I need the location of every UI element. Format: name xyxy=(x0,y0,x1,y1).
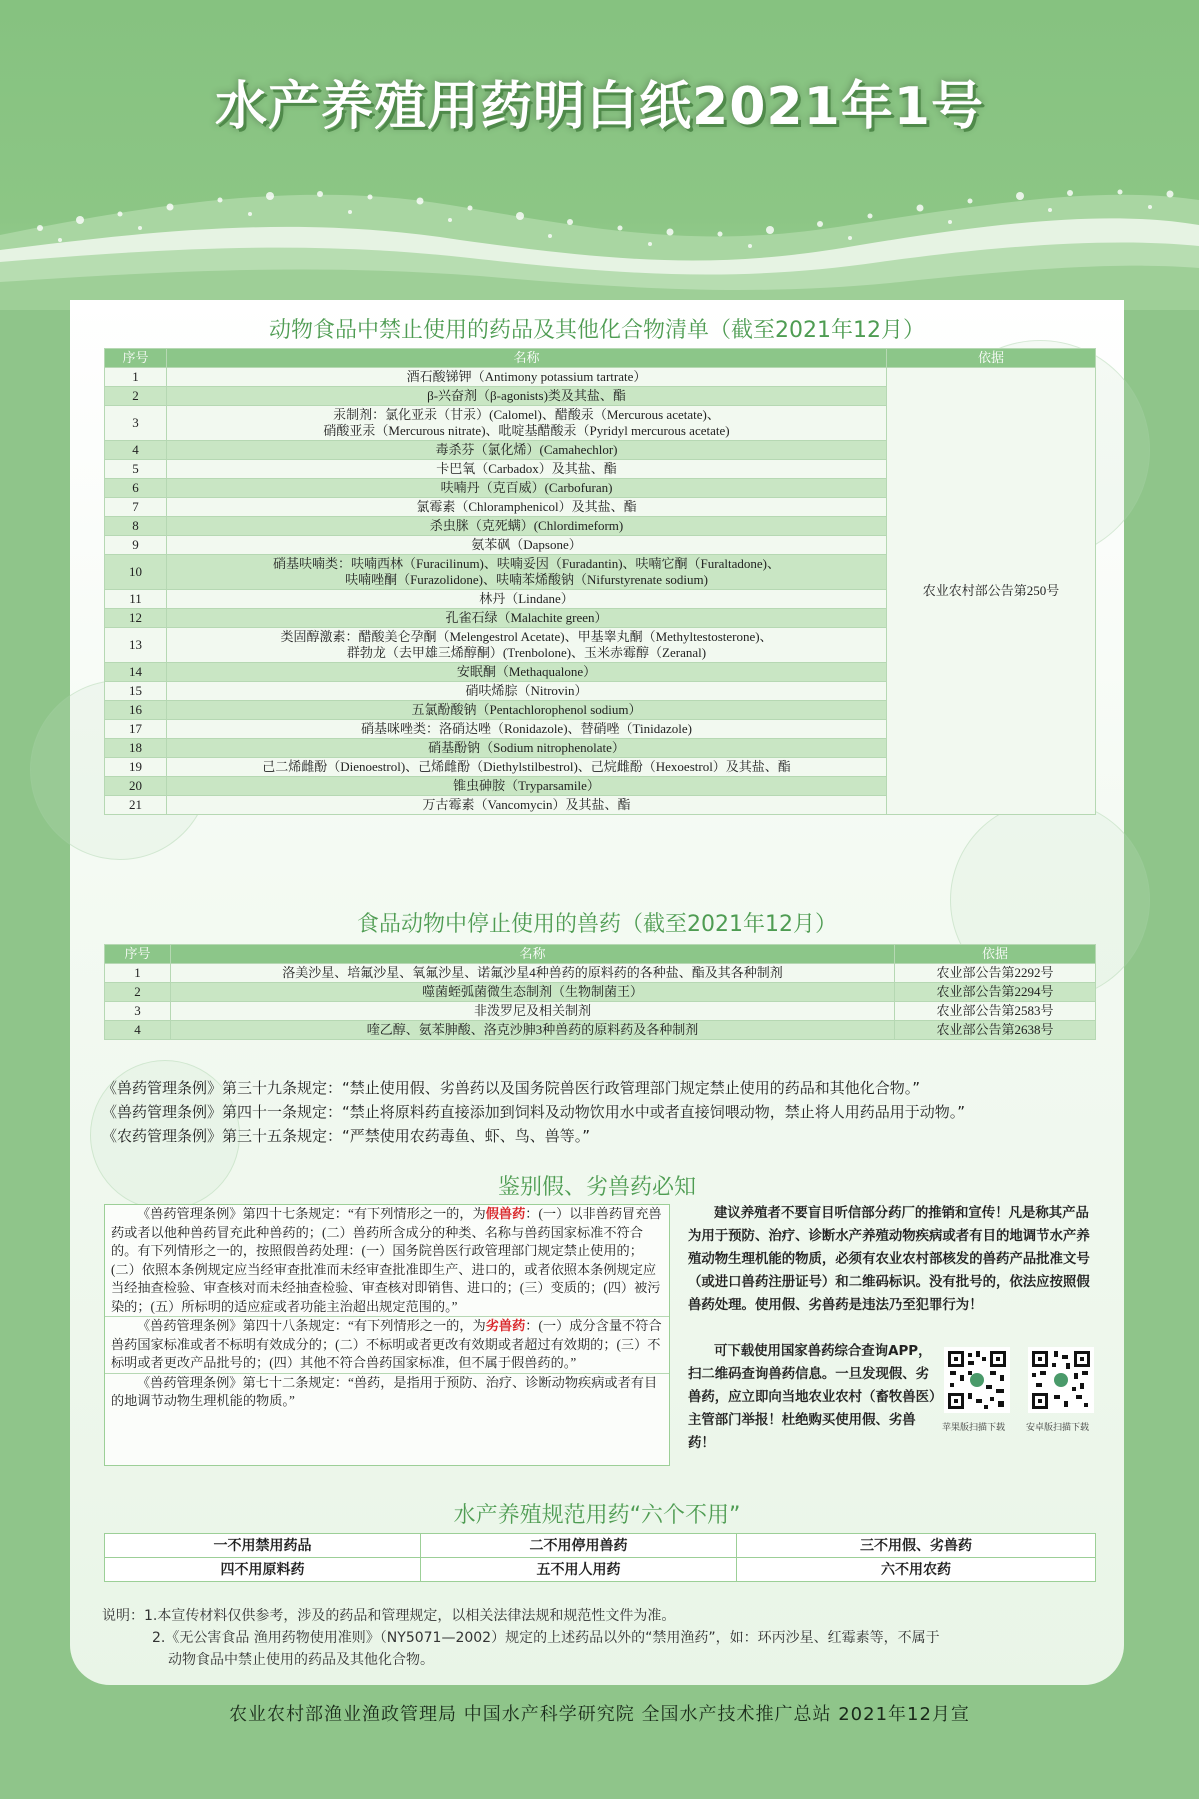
row-number: 1 xyxy=(105,368,167,387)
row-number: 4 xyxy=(105,1021,171,1040)
basis-cell: 农业农村部公告第250号 xyxy=(887,368,1096,815)
table-row xyxy=(105,368,1096,387)
drug-name: 硝基呋喃类：呋喃西林（Furacilinum)、呋喃妥因（Furadantin)、呋喃它酮（Furaltadone)、 呋喃唑酮（Furazolidone)、呋喃苯烯酸钠（Nifurstyrenate sodium) xyxy=(167,555,887,590)
col-header-name: 名称 xyxy=(167,349,887,368)
section3-heading: 鉴别假、劣兽药必知 xyxy=(497,1175,696,1200)
row-number: 20 xyxy=(105,777,167,796)
note-line: 说明：1.本宣传材料仅供参考，涉及的药品和管理规定，以相关法律法规和规范性文件为准。 xyxy=(102,1608,676,1624)
stopped-drugs-table xyxy=(104,944,1096,1040)
row-number: 6 xyxy=(105,479,167,498)
col-header-no: 序号 xyxy=(105,945,171,964)
drug-name: 锥虫砷胺（Tryparsamile） xyxy=(167,777,887,796)
regulation-box xyxy=(104,1204,670,1466)
drug-name: β-兴奋剂（β-agonists)类及其盐、酯 xyxy=(167,387,887,406)
rule-item: 六不用农药 xyxy=(737,1558,1096,1582)
row-number: 3 xyxy=(105,406,167,441)
row-number: 17 xyxy=(105,720,167,739)
drug-name: 孔雀石绿（Malachite green） xyxy=(167,609,887,628)
row-number: 10 xyxy=(105,555,167,590)
drug-name: 类固醇激素：醋酸美仑孕酮（Melengestrol Acetate)、甲基睾丸酮（Methyltestosterone)、 群勃龙（去甲雄三烯醇酮）(Trenbolone)、玉米赤霉醇（Zeranal) xyxy=(167,628,887,663)
advice-text: 建议养殖者不要盲目听信部分药厂的推销和宣传！凡是称其产品为用于预防、治疗、诊断水产养殖动物疾病或者有目的地调节水产养殖动物生理机能的物质，必须有农业农村部核发的兽药产品批准文号（或进口兽药注册证号）和二维码标识。没有批号的，依法应按照假兽药处理。使用假、劣兽药是违法乃至犯罪行为！ xyxy=(688,1206,1090,1313)
qr-caption-android: 安卓版扫描下载 xyxy=(1026,1423,1090,1433)
section4-heading: 水产养殖规范用药“六个不用” xyxy=(453,1503,741,1528)
drug-name: 己二烯雌酚（Dienoestrol)、己烯雌酚（Diethylstilbestrol)、己烷雌酚（Hexoestrol）及其盐、酯 xyxy=(167,758,887,777)
notes xyxy=(102,1605,940,1671)
table-row xyxy=(105,964,1096,983)
qr-code-android[interactable] xyxy=(1028,1347,1094,1413)
drug-name: 汞制剂：氯化亚汞（甘汞）(Calomel)、醋酸汞（Mercurous acetate)、 硝酸亚汞（Mercurous nitrate)、吡啶基醋酸汞（Pyridyl mercurous acetate) xyxy=(167,406,887,441)
footer-issuers: 农业农村部渔业渔政管理局 中国水产科学研究院 全国水产技术推广总站 2021年12月宣 xyxy=(229,1704,970,1725)
fake-drug-clause: 《兽药管理条例》第四十七条规定：“有下列情形之一的，为假兽药：(一）以非兽药冒充兽药或者以他种兽药冒充此种兽药的；(二）兽药所含成分的种类、名称与兽药国家标准不符合的。有下列情形之一的，按照假兽药处理：(一）国务院兽医行政管理部门规定禁止使用的；(二）依照本条例规定应当经审查批准而未经审查批准即生产、进口的，或者依照本条例规定应当经抽查检验、审查核对而未经抽查检验、审查核对即销售、进口的；(三）变质的；(四）被污染的；(五）所标明的适应症或者功能主治超出规定范围的。” xyxy=(111,1206,662,1314)
basis-cell: 农业部公告第2294号 xyxy=(895,983,1096,1002)
qr-caption-ios: 苹果版扫描下载 xyxy=(942,1423,1006,1433)
note-line: 动物食品中禁止使用的药品及其他化合物。 xyxy=(168,1652,434,1668)
row-number: 19 xyxy=(105,758,167,777)
drug-name: 硝基咪唑类：洛硝达唑（Ronidazole)、替硝唑（Tinidazole) xyxy=(167,720,887,739)
row-number: 18 xyxy=(105,739,167,758)
drug-name: 喹乙醇、氨苯胂酸、洛克沙胂3种兽药的原料药及各种制剂 xyxy=(171,1021,895,1040)
row-number: 12 xyxy=(105,609,167,628)
rule-item: 二不用停用兽药 xyxy=(421,1534,737,1558)
row-number: 11 xyxy=(105,590,167,609)
table-row xyxy=(105,1002,1096,1021)
drug-name: 噬菌蛭弧菌微生态制剂（生物制菌王） xyxy=(171,983,895,1002)
col-header-basis: 依据 xyxy=(887,349,1096,368)
col-header-basis: 依据 xyxy=(895,945,1096,964)
drug-name: 硝基酚钠（Sodium nitrophenolate） xyxy=(167,739,887,758)
row-number: 4 xyxy=(105,441,167,460)
rule-item: 四不用原料药 xyxy=(105,1558,421,1582)
law-line: 《农药管理条例》第三十五条规定：“严禁使用农药毒鱼、虾、鸟、兽等。” xyxy=(102,1127,591,1145)
basis-cell: 农业部公告第2292号 xyxy=(895,964,1096,983)
col-header-no: 序号 xyxy=(105,349,167,368)
row-number: 14 xyxy=(105,663,167,682)
row-number: 8 xyxy=(105,517,167,536)
qr-code-ios[interactable] xyxy=(944,1347,1010,1413)
drug-name: 呋喃丹（克百威）(Carbofuran) xyxy=(167,479,887,498)
table-row xyxy=(105,983,1096,1002)
table-row xyxy=(105,1021,1096,1040)
row-number: 7 xyxy=(105,498,167,517)
drug-name: 杀虫脒（克死螨）(Chlordimeform) xyxy=(167,517,887,536)
section1-heading: 动物食品中禁止使用的药品及其他化合物清单（截至2021年12月） xyxy=(269,318,925,343)
drug-name: 万古霉素（Vancomycin）及其盐、酯 xyxy=(167,796,887,815)
row-number: 5 xyxy=(105,460,167,479)
qr-code-icon xyxy=(1030,1349,1092,1411)
drug-name: 氨苯砜（Dapsone） xyxy=(167,536,887,555)
row-number: 1 xyxy=(105,964,171,983)
row-number: 2 xyxy=(105,983,171,1002)
rule-item: 三不用假、劣兽药 xyxy=(737,1534,1096,1558)
rule-item: 一不用禁用药品 xyxy=(105,1534,421,1558)
qr-code-icon xyxy=(946,1349,1008,1411)
inferior-drug-term: 劣兽药 xyxy=(485,1318,526,1333)
fake-drug-term: 假兽药 xyxy=(485,1206,526,1221)
wave-decoration xyxy=(0,0,1199,310)
inferior-drug-clause: 《兽药管理条例》第四十八条规定：“有下列情形之一的，为劣兽药：(一）成分含量不符合兽药国家标准或者不标明有效成分的；(二）不标明或者更改有效期或者超过有效期的；(三）不标明或者更改产品批号的；(四）其他不符合兽药国家标准，但不属于假兽药的。” xyxy=(105,1316,669,1373)
six-donts-table xyxy=(104,1533,1096,1582)
row-number: 15 xyxy=(105,682,167,701)
banned-drugs-table xyxy=(104,348,1096,815)
drug-name: 卡巴氧（Carbadox）及其盐、酯 xyxy=(167,460,887,479)
app-download-text: 可下载使用国家兽药综合查询APP，扫二维码查询兽药信息。一旦发现假、劣兽药，应立即向当地农业农村（畜牧兽医）主管部门举报！杜绝购买使用假、劣兽药！ xyxy=(688,1344,936,1451)
drug-name: 非泼罗尼及相关制剂 xyxy=(171,1002,895,1021)
drug-name: 五氯酚酸钠（Pentachlorophenol sodium） xyxy=(167,701,887,720)
basis-cell: 农业部公告第2638号 xyxy=(895,1021,1096,1040)
law-line: 《兽药管理条例》第四十一条规定：“禁止将原料药直接添加到饲料及动物饮用水中或者直接饲喂动物，禁止将人用药品用于动物。” xyxy=(102,1103,966,1121)
basis-cell: 农业部公告第2583号 xyxy=(895,1002,1096,1021)
drug-name: 毒杀芬（氯化烯）(Camahechlor) xyxy=(167,441,887,460)
law-line: 《兽药管理条例》第三十九条规定：“禁止使用假、劣兽药以及国务院兽医行政管理部门规定禁止使用的药品和其他化合物。” xyxy=(102,1079,921,1097)
drug-name: 安眠酮（Methaqualone） xyxy=(167,663,887,682)
drug-name: 林丹（Lindane） xyxy=(167,590,887,609)
row-number: 3 xyxy=(105,1002,171,1021)
drug-name: 硝呋烯腙（Nitrovin） xyxy=(167,682,887,701)
drug-name: 氯霉素（Chloramphenicol）及其盐、酯 xyxy=(167,498,887,517)
row-number: 16 xyxy=(105,701,167,720)
drug-name: 洛美沙星、培氟沙星、氧氟沙星、诺氟沙星4种兽药的原料药的各种盐、酯及其各种制剂 xyxy=(171,964,895,983)
col-header-name: 名称 xyxy=(171,945,895,964)
row-number: 13 xyxy=(105,628,167,663)
drug-name: 酒石酸锑钾（Antimony potassium tartrate） xyxy=(167,368,887,387)
row-number: 21 xyxy=(105,796,167,815)
row-number: 9 xyxy=(105,536,167,555)
header-banner xyxy=(0,0,1199,310)
drug-definition-clause: 《兽药管理条例》第七十二条规定：“兽药，是指用于预防、治疗、诊断动物疾病或者有目的地调节动物生理机能的物质。” xyxy=(105,1373,669,1411)
row-number: 2 xyxy=(105,387,167,406)
section2-heading: 食品动物中停止使用的兽药（截至2021年12月） xyxy=(357,912,837,937)
note-line: 2.《无公害食品 渔用药物使用准则》（NY5071—2002）规定的上述药品以外的“禁用渔药”，如：环丙沙星、红霉素等，不属于 xyxy=(152,1630,940,1646)
page-title: 水产养殖用药明白纸2021年1号 xyxy=(215,77,984,137)
rule-item: 五不用人用药 xyxy=(421,1558,737,1582)
